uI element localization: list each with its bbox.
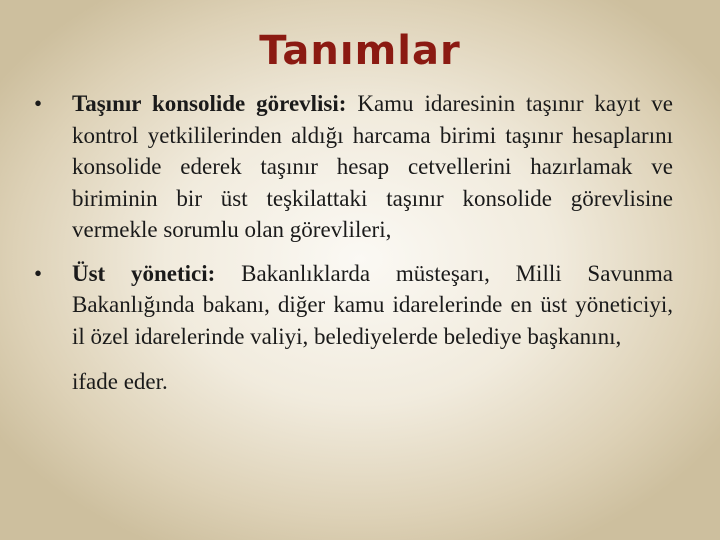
definition-text: Kamu idaresinin taşınır kayıt ve kontrol yetkililerinden aldığı harcama birimi taşınır hesaplarını konsolide ederek taşınır hesap cetvellerini hazırlamak ve biriminin bir üst teşkilattaki taşınır konsolide görevlisine vermekle sorumlu olan görevlileri, <box>72 91 674 242</box>
definition-term: Taşınır konsolide görevlisi: <box>72 91 347 116</box>
slide-title: Tanımlar <box>259 28 461 74</box>
definition-text: Bakanlıklarda müsteşarı, Milli Savunma Bakanlığında bakanı, diğer kamu idarelerinde en üst yöneticiyi, il özel idarelerinde valiyi, belediyelerde belediye başkanını, <box>72 260 674 349</box>
bullet-icon: • <box>34 91 43 116</box>
definition-term: Üst yönetici: <box>72 260 216 286</box>
bullet-icon: • <box>34 260 43 286</box>
closing-text: ifade eder. <box>72 369 168 394</box>
definition-item-tasinir-konsolide-gorevlisi <box>28 88 673 246</box>
slide-content <box>28 88 673 398</box>
definition-item-ust-yonetici <box>28 258 673 353</box>
